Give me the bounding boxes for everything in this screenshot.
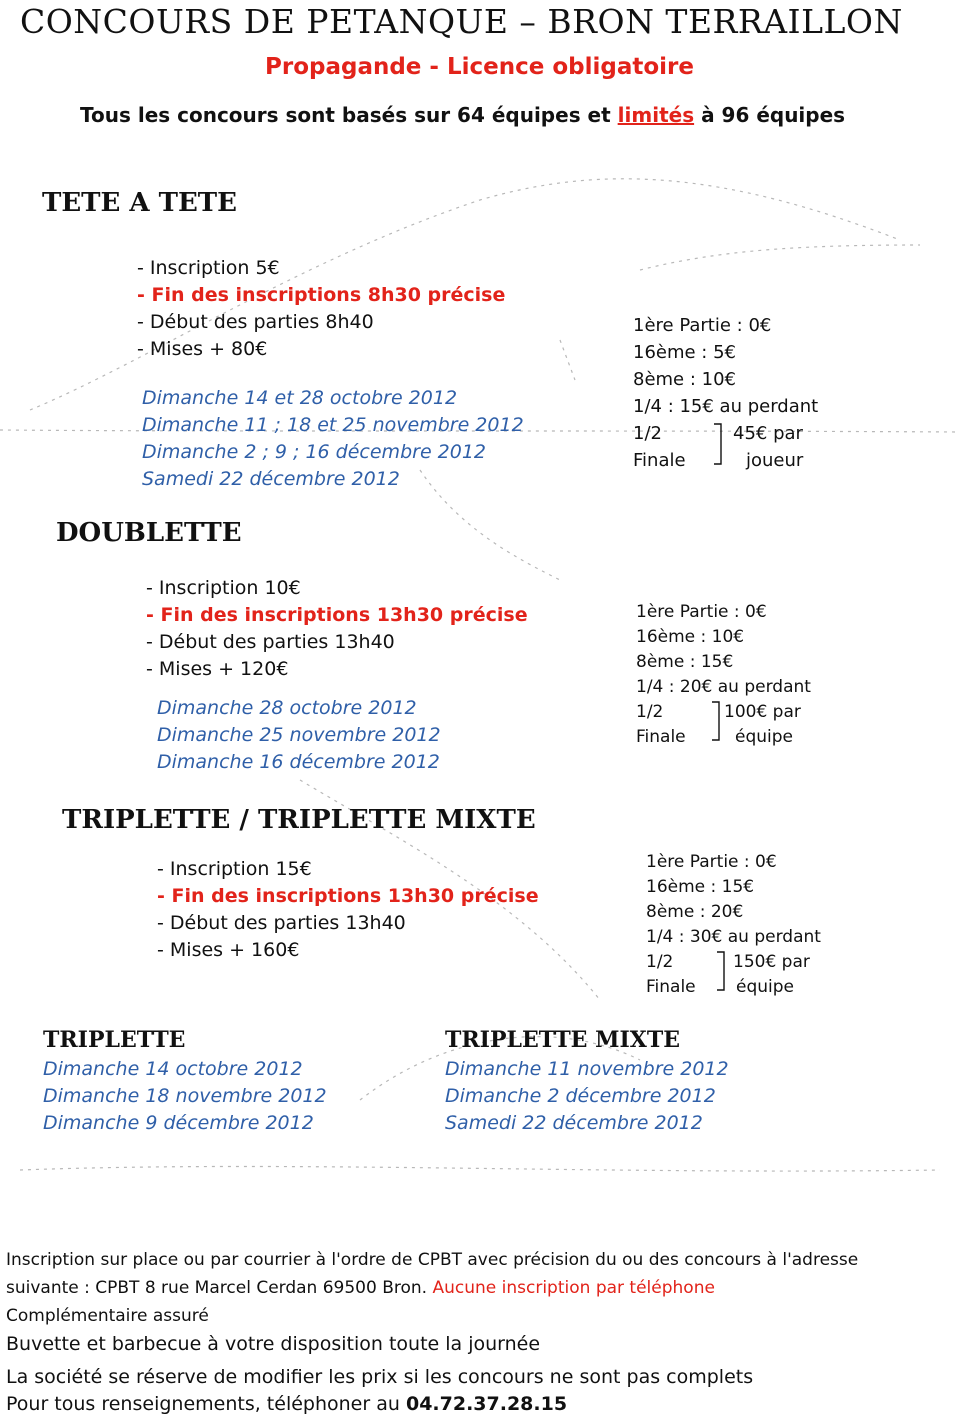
footer-line: Buvette et barbecue à votre disposition toute la journée [6,1333,541,1355]
tete-date: Dimanche 2 ; 9 ; 16 décembre 2012 [142,441,487,463]
triplette-group-unit: équipe [736,977,794,997]
doublette-inscription: - Inscription 10€ [146,577,301,599]
doublette-group-amount: 100€ par [724,702,801,722]
tete-prize: 1ère Partie : 0€ [633,315,772,336]
tete-group-amount: 45€ par [733,423,803,444]
triplette-prize: 1/4 : 30€ au perdant [646,927,821,947]
bracket-icon [715,950,729,992]
triplette-date: Dimanche 9 décembre 2012 [43,1112,314,1134]
doublette-group-unit: équipe [735,727,793,747]
doublette-prize: Finale [636,727,686,747]
footer-contact-text: Pour tous renseignements, téléphoner au [6,1393,400,1415]
doublette-date: Dimanche 28 octobre 2012 [157,697,417,719]
doublette-fin: - Fin des inscriptions 13h30 précise [146,604,528,626]
doublette-prize: 1/2 [636,702,664,722]
page-title: CONCOURS DE PETANQUE – BRON TERRAILLON [20,2,903,41]
triplette-sub-heading: TRIPLETTE [43,1027,186,1053]
triplette-date: Dimanche 14 octobre 2012 [43,1058,303,1080]
subtitle: Propagande - Licence obligatoire [265,54,694,80]
mixte-heading: TRIPLETTE MIXTE [445,1027,680,1053]
tete-heading: TETE A TETE [42,188,237,218]
doublette-date: Dimanche 25 novembre 2012 [157,724,441,746]
tete-date: Dimanche 11 ; 18 et 25 novembre 2012 [142,414,524,436]
mixte-date: Samedi 22 décembre 2012 [445,1112,703,1134]
doublette-prize: 8ème : 15€ [636,652,734,672]
tete-date: Samedi 22 décembre 2012 [142,468,400,490]
doublette-prize: 1/4 : 20€ au perdant [636,677,811,697]
tagline-limited: limités [617,103,695,127]
triplette-debut: - Début des parties 13h40 [157,912,406,934]
footer-line: Inscription sur place ou par courrier à l'ordre de CPBT avec précision du ou des concours à l'adresse [6,1250,859,1270]
triplette-prize: 8ème : 20€ [646,902,744,922]
triplette-heading: TRIPLETTE / TRIPLETTE MIXTE [62,805,536,835]
bracket-icon [712,422,726,466]
tagline-start: Tous les concours sont basés sur 64 équipes et [80,103,611,127]
doublette-date: Dimanche 16 décembre 2012 [157,751,440,773]
tagline [80,103,845,127]
tete-prize: 1/2 [633,423,662,444]
mixte-date: Dimanche 2 décembre 2012 [445,1085,716,1107]
tete-date: Dimanche 14 et 28 octobre 2012 [142,387,458,409]
tete-prize: 16ème : 5€ [633,342,736,363]
footer-line [6,1274,715,1302]
footer-line: La société se réserve de modifier les prix si les concours ne sont pas complets [6,1366,754,1388]
tete-inscription: - Inscription 5€ [137,257,280,279]
doublette-debut: - Début des parties 13h40 [146,631,395,653]
triplette-mises: - Mises + 160€ [157,939,300,961]
triplette-prize: 1ère Partie : 0€ [646,852,777,872]
triplette-inscription: - Inscription 15€ [157,858,312,880]
doublette-prize: 1ère Partie : 0€ [636,602,767,622]
tete-group-unit: joueur [746,450,804,471]
tete-prize: 1/4 : 15€ au perdant [633,396,819,417]
footer-no-phone: Aucune inscription par téléphone [432,1278,715,1298]
doublette-heading: DOUBLETTE [56,518,242,548]
footer-contact [6,1390,567,1418]
mixte-date: Dimanche 11 novembre 2012 [445,1058,729,1080]
triplette-group-amount: 150€ par [733,952,810,972]
triplette-date: Dimanche 18 novembre 2012 [43,1085,327,1107]
tete-prize: 8ème : 10€ [633,369,736,390]
footer-line: Complémentaire assuré [6,1306,209,1326]
triplette-fin: - Fin des inscriptions 13h30 précise [157,885,539,907]
doublette-mises: - Mises + 120€ [146,658,289,680]
tete-debut: - Début des parties 8h40 [137,311,374,333]
tete-mises: - Mises + 80€ [137,338,268,360]
footer-address: suivante : CPBT 8 rue Marcel Cerdan 69500 Bron. [6,1278,428,1298]
tagline-end: à 96 équipes [701,103,846,127]
triplette-prize: Finale [646,977,696,997]
tete-prize: Finale [633,450,686,471]
triplette-prize: 16ème : 15€ [646,877,755,897]
tete-fin: - Fin des inscriptions 8h30 précise [137,284,506,306]
bracket-icon [710,700,724,742]
phone-number: 04.72.37.28.15 [405,1393,568,1415]
triplette-prize: 1/2 [646,952,674,972]
doublette-prize: 16ème : 10€ [636,627,745,647]
